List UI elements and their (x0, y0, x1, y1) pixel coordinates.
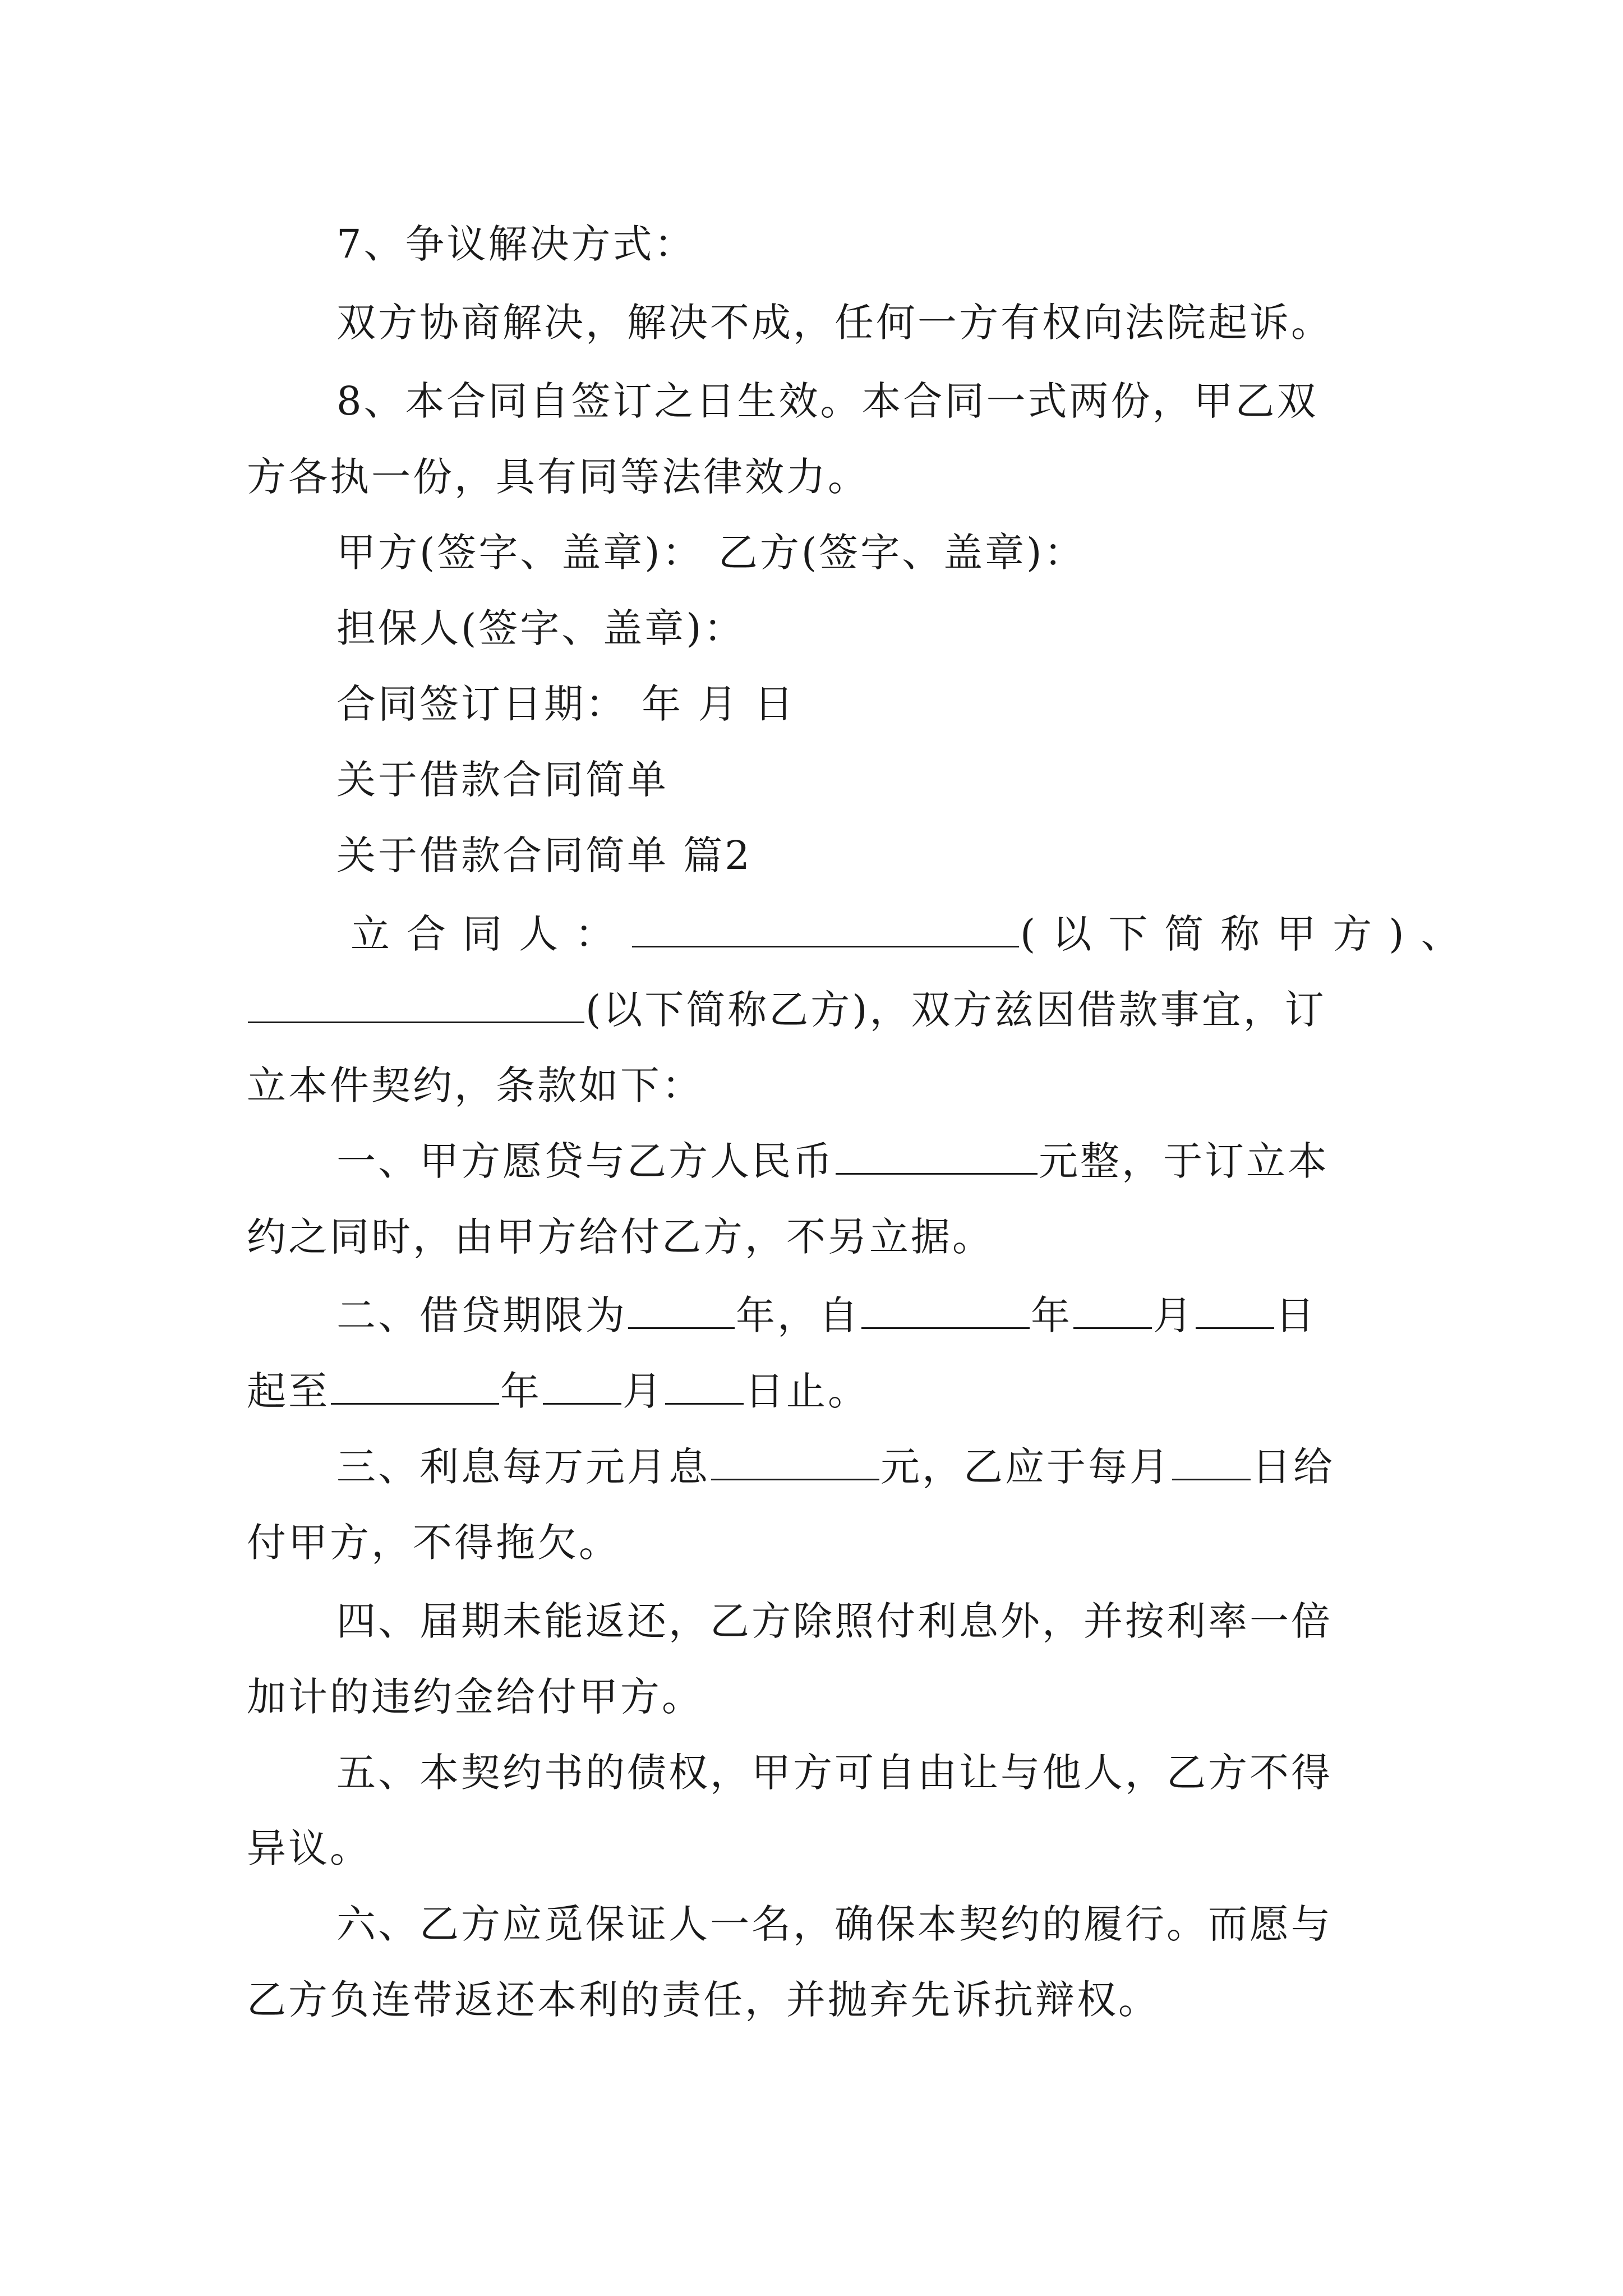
clause2-end-year-label: 年 (500, 1368, 542, 1414)
clause4-line-2: 加计的违约金给付甲方。 (247, 1674, 703, 1720)
clause2-line-2 (247, 1363, 1391, 1419)
parties-line-2 (247, 982, 1391, 1038)
signature-guarantor: 担保人(签字、盖章)： (336, 605, 745, 651)
clause2-text-c: 起至 (247, 1368, 330, 1414)
section-title: 关于借款合同简单 (336, 757, 668, 803)
clause3-line-1 (336, 1439, 1391, 1495)
clause1-text-a: 一、甲方愿贷与乙方人民币 (336, 1138, 834, 1184)
effective-line-2: 方各执一份，具有同等法律效力。 (247, 454, 869, 500)
clause2-text-a: 二、借贷期限为 (336, 1292, 627, 1338)
clause4-line-1: 四、届期未能返还，乙方除照付利息外，并按利率一倍 (336, 1598, 1332, 1644)
start-day-blank (1196, 1292, 1274, 1329)
amount-blank (836, 1138, 1038, 1175)
signature-parties: 甲方(签字、盖章)： 乙方(签字、盖章)： (336, 530, 1086, 576)
party-a-suffix: (以下简称甲方)、 (1020, 911, 1477, 957)
parties-line-1 (351, 906, 1477, 962)
clause1-line-1 (336, 1133, 1391, 1189)
clause2-year-label: 年 (1031, 1292, 1072, 1338)
clause5-line-2: 异议。 (247, 1825, 371, 1871)
clause2-text-b: 年，自 (736, 1292, 860, 1338)
clause3-line-2: 付甲方，不得拖欠。 (247, 1520, 620, 1566)
start-month-blank (1073, 1292, 1152, 1329)
clause5-line-1: 五、本契约书的债权，甲方可自由让与他人，乙方不得 (336, 1750, 1332, 1796)
clause1-text-b: 元整，于订立本 (1039, 1138, 1329, 1184)
clause1-line-2: 约之同时，由甲方给付乙方，不另立据。 (247, 1214, 994, 1260)
party-b-suffix: (以下简称乙方)，双方兹因借款事宜，订 (585, 987, 1326, 1033)
start-year-blank (861, 1292, 1030, 1329)
end-month-blank (543, 1368, 621, 1405)
dispute-text: 双方协商解决，解决不成，任何一方有权向法院起诉。 (336, 300, 1332, 346)
clause2-month-label: 月 (1153, 1292, 1195, 1338)
parties-label: 立合同人： (351, 911, 631, 957)
end-year-blank (331, 1368, 499, 1405)
clause3-text-c: 日给 (1252, 1444, 1335, 1490)
dispute-heading: 7、争议解决方式： (336, 221, 696, 267)
clause2-end-text: 日止。 (745, 1368, 869, 1414)
section-subtitle: 关于借款合同简单 篇2 (336, 832, 752, 878)
clause2-end-month-label: 月 (623, 1368, 664, 1414)
clause3-text-a: 三、利息每万元月息 (336, 1444, 710, 1490)
party-a-blank (632, 911, 1019, 947)
end-day-blank (665, 1368, 744, 1405)
term-years-blank (628, 1292, 735, 1329)
payment-day-blank (1172, 1444, 1251, 1480)
interest-blank (711, 1444, 879, 1480)
signing-date: 合同签订日期： 年 月 日 (336, 681, 796, 727)
clause2-day-label: 日 (1275, 1292, 1317, 1338)
clause2-line-1 (336, 1287, 1391, 1343)
clause3-text-b: 元，乙应于每月 (880, 1444, 1171, 1490)
clause6-line-1: 六、乙方应觅保证人一名，确保本契约的履行。而愿与 (336, 1901, 1332, 1947)
clause6-line-2: 乙方负连带返还本利的责任，并抛弃先诉抗辩权。 (247, 1977, 1160, 2023)
effective-line-1: 8、本合同自签订之日生效。本合同一式两份，甲乙双 (336, 378, 1318, 424)
party-b-blank (248, 987, 584, 1023)
parties-line-3: 立本件契约，条款如下： (247, 1062, 703, 1108)
